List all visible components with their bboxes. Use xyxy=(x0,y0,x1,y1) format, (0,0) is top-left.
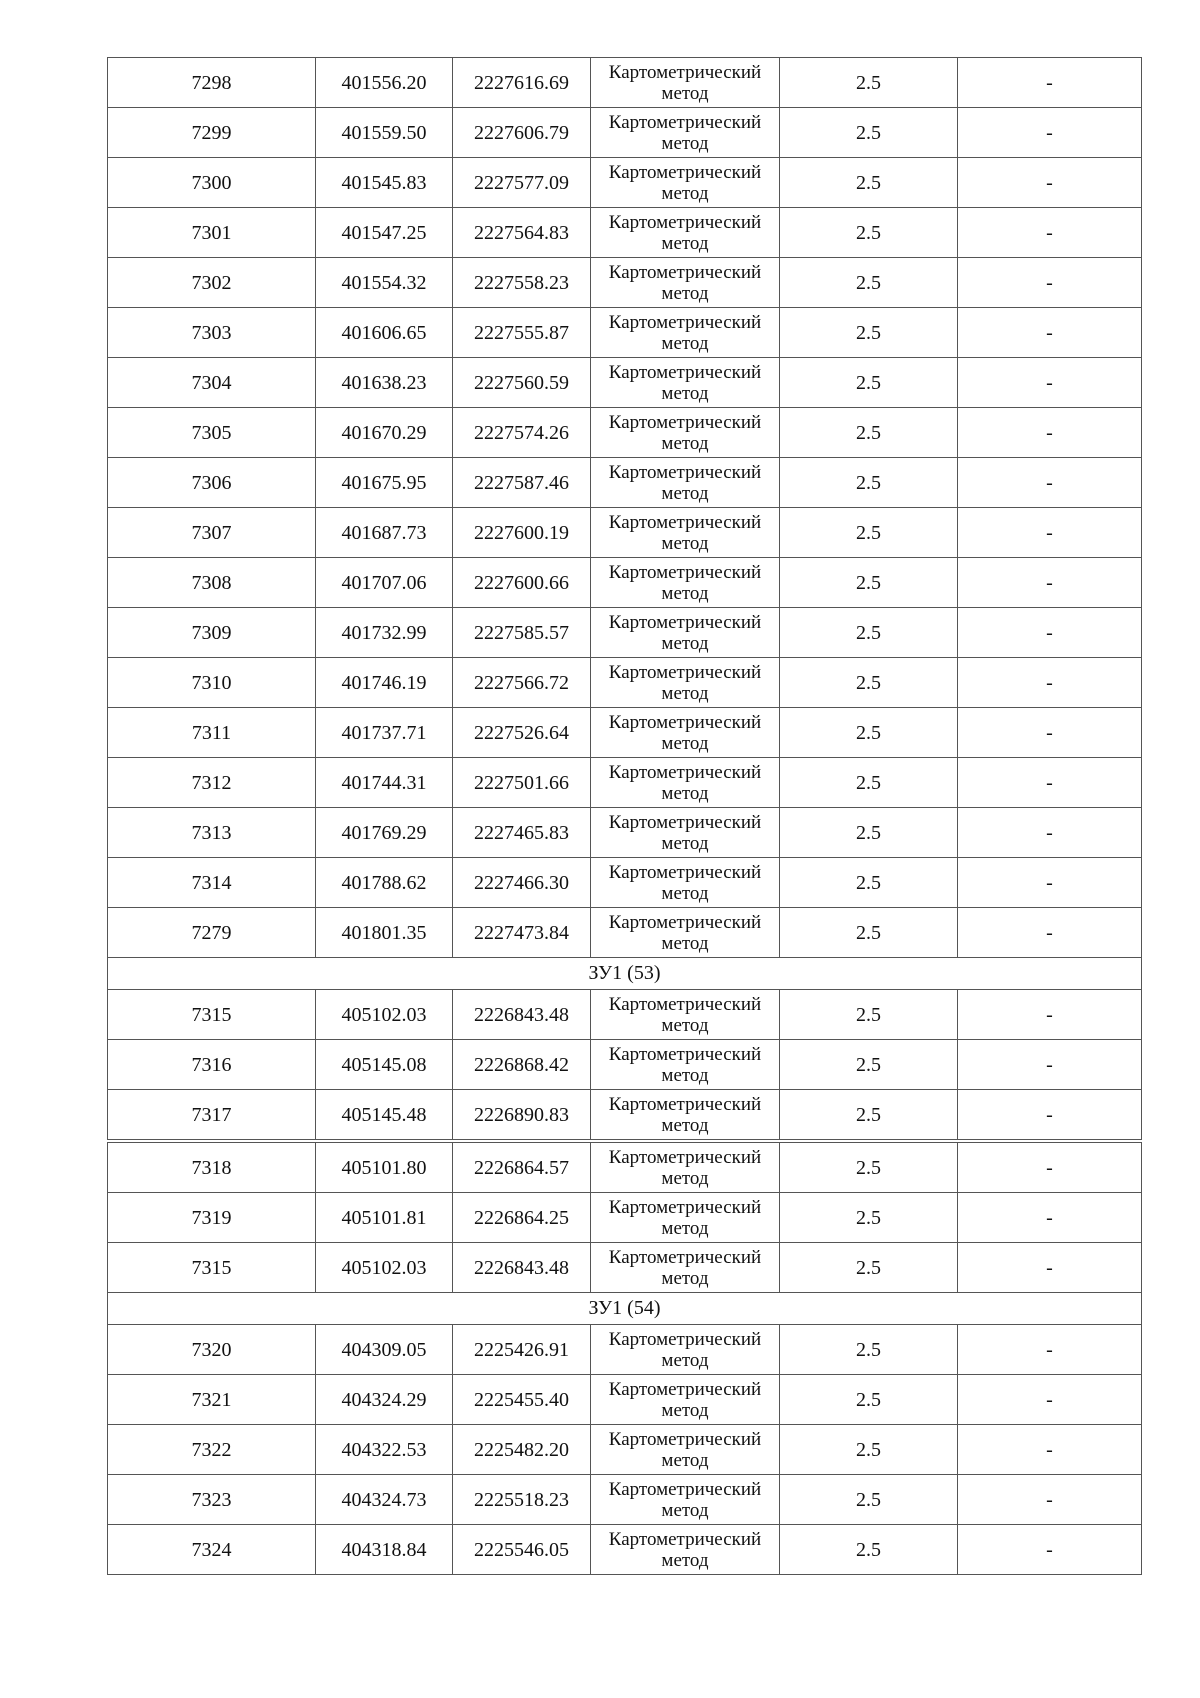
x-coordinate-cell: 405102.03 xyxy=(316,1243,453,1293)
description-cell: - xyxy=(958,758,1142,808)
y-coordinate-cell: 2226843.48 xyxy=(453,990,591,1040)
table-row xyxy=(108,658,1142,708)
description-cell: - xyxy=(958,1425,1142,1475)
x-coordinate-cell: 401638.23 xyxy=(316,358,453,408)
accuracy-cell: 2.5 xyxy=(780,308,958,358)
y-coordinate-cell: 2226864.57 xyxy=(453,1141,591,1193)
accuracy-cell: 2.5 xyxy=(780,1243,958,1293)
method-cell: Картометрический метод xyxy=(591,1141,780,1193)
accuracy-cell: 2.5 xyxy=(780,158,958,208)
y-coordinate-cell: 2226890.83 xyxy=(453,1090,591,1142)
accuracy-cell: 2.5 xyxy=(780,258,958,308)
point-number-cell: 7279 xyxy=(108,908,316,958)
y-coordinate-cell: 2225482.20 xyxy=(453,1425,591,1475)
x-coordinate-cell: 405101.81 xyxy=(316,1193,453,1243)
y-coordinate-cell: 2227466.30 xyxy=(453,858,591,908)
description-cell: - xyxy=(958,108,1142,158)
method-cell: Картометрический метод xyxy=(591,1525,780,1575)
table-row xyxy=(108,1090,1142,1142)
description-cell: - xyxy=(958,858,1142,908)
description-cell: - xyxy=(958,1375,1142,1425)
method-cell: Картометрический метод xyxy=(591,990,780,1040)
description-cell: - xyxy=(958,608,1142,658)
coordinates-table-body xyxy=(108,58,1142,1575)
table-row xyxy=(108,1375,1142,1425)
x-coordinate-cell: 404322.53 xyxy=(316,1425,453,1475)
y-coordinate-cell: 2226864.25 xyxy=(453,1193,591,1243)
x-coordinate-cell: 401801.35 xyxy=(316,908,453,958)
description-cell: - xyxy=(958,1243,1142,1293)
x-coordinate-cell: 405145.48 xyxy=(316,1090,453,1142)
description-cell: - xyxy=(958,1525,1142,1575)
description-cell: - xyxy=(958,808,1142,858)
accuracy-cell: 2.5 xyxy=(780,508,958,558)
method-cell: Картометрический метод xyxy=(591,808,780,858)
table-row xyxy=(108,1475,1142,1525)
table-row xyxy=(108,1141,1142,1193)
table-row xyxy=(108,1525,1142,1575)
x-coordinate-cell: 401559.50 xyxy=(316,108,453,158)
x-coordinate-cell: 401556.20 xyxy=(316,58,453,108)
point-number-cell: 7322 xyxy=(108,1425,316,1475)
y-coordinate-cell: 2227526.64 xyxy=(453,708,591,758)
method-cell: Картометрический метод xyxy=(591,108,780,158)
point-number-cell: 7317 xyxy=(108,1090,316,1142)
table-row xyxy=(108,808,1142,858)
point-number-cell: 7306 xyxy=(108,458,316,508)
y-coordinate-cell: 2227465.83 xyxy=(453,808,591,858)
description-cell: - xyxy=(958,358,1142,408)
point-number-cell: 7324 xyxy=(108,1525,316,1575)
description-cell: - xyxy=(958,1090,1142,1142)
section-title: ЗУ1 (54) xyxy=(108,1293,1142,1325)
table-row xyxy=(108,908,1142,958)
y-coordinate-cell: 2227564.83 xyxy=(453,208,591,258)
table-row xyxy=(108,558,1142,608)
x-coordinate-cell: 401746.19 xyxy=(316,658,453,708)
x-coordinate-cell: 401707.06 xyxy=(316,558,453,608)
description-cell: - xyxy=(958,258,1142,308)
accuracy-cell: 2.5 xyxy=(780,1193,958,1243)
y-coordinate-cell: 2227587.46 xyxy=(453,458,591,508)
x-coordinate-cell: 404324.29 xyxy=(316,1375,453,1425)
method-cell: Картометрический метод xyxy=(591,1425,780,1475)
accuracy-cell: 2.5 xyxy=(780,1325,958,1375)
method-cell: Картометрический метод xyxy=(591,658,780,708)
y-coordinate-cell: 2227566.72 xyxy=(453,658,591,708)
accuracy-cell: 2.5 xyxy=(780,208,958,258)
table-row xyxy=(108,58,1142,108)
method-cell: Картометрический метод xyxy=(591,1243,780,1293)
y-coordinate-cell: 2225426.91 xyxy=(453,1325,591,1375)
method-cell: Картометрический метод xyxy=(591,1375,780,1425)
point-number-cell: 7298 xyxy=(108,58,316,108)
point-number-cell: 7299 xyxy=(108,108,316,158)
description-cell: - xyxy=(958,308,1142,358)
description-cell: - xyxy=(958,708,1142,758)
x-coordinate-cell: 401732.99 xyxy=(316,608,453,658)
accuracy-cell: 2.5 xyxy=(780,1141,958,1193)
method-cell: Картометрический метод xyxy=(591,458,780,508)
table-row xyxy=(108,258,1142,308)
x-coordinate-cell: 404309.05 xyxy=(316,1325,453,1375)
description-cell: - xyxy=(958,158,1142,208)
table-row xyxy=(108,990,1142,1040)
accuracy-cell: 2.5 xyxy=(780,558,958,608)
x-coordinate-cell: 401554.32 xyxy=(316,258,453,308)
coordinates-table xyxy=(107,57,1142,1575)
description-cell: - xyxy=(958,408,1142,458)
accuracy-cell: 2.5 xyxy=(780,458,958,508)
accuracy-cell: 2.5 xyxy=(780,108,958,158)
accuracy-cell: 2.5 xyxy=(780,608,958,658)
point-number-cell: 7302 xyxy=(108,258,316,308)
method-cell: Картометрический метод xyxy=(591,358,780,408)
description-cell: - xyxy=(958,658,1142,708)
description-cell: - xyxy=(958,1141,1142,1193)
point-number-cell: 7310 xyxy=(108,658,316,708)
accuracy-cell: 2.5 xyxy=(780,990,958,1040)
point-number-cell: 7308 xyxy=(108,558,316,608)
y-coordinate-cell: 2227600.19 xyxy=(453,508,591,558)
table-row xyxy=(108,1243,1142,1293)
x-coordinate-cell: 401545.83 xyxy=(316,158,453,208)
table-row xyxy=(108,1425,1142,1475)
method-cell: Картометрический метод xyxy=(591,708,780,758)
x-coordinate-cell: 401788.62 xyxy=(316,858,453,908)
y-coordinate-cell: 2227558.23 xyxy=(453,258,591,308)
point-number-cell: 7305 xyxy=(108,408,316,458)
y-coordinate-cell: 2227600.66 xyxy=(453,558,591,608)
method-cell: Картометрический метод xyxy=(591,208,780,258)
x-coordinate-cell: 405145.08 xyxy=(316,1040,453,1090)
method-cell: Картометрический метод xyxy=(591,858,780,908)
description-cell: - xyxy=(958,908,1142,958)
description-cell: - xyxy=(958,1325,1142,1375)
table-row xyxy=(108,408,1142,458)
accuracy-cell: 2.5 xyxy=(780,1040,958,1090)
x-coordinate-cell: 405102.03 xyxy=(316,990,453,1040)
point-number-cell: 7321 xyxy=(108,1375,316,1425)
table-row xyxy=(108,308,1142,358)
y-coordinate-cell: 2227577.09 xyxy=(453,158,591,208)
table-row xyxy=(108,858,1142,908)
description-cell: - xyxy=(958,990,1142,1040)
method-cell: Картометрический метод xyxy=(591,1040,780,1090)
description-cell: - xyxy=(958,508,1142,558)
accuracy-cell: 2.5 xyxy=(780,1425,958,1475)
x-coordinate-cell: 401737.71 xyxy=(316,708,453,758)
method-cell: Картометрический метод xyxy=(591,408,780,458)
method-cell: Картометрический метод xyxy=(591,58,780,108)
table-row xyxy=(108,108,1142,158)
section-header-row xyxy=(108,1293,1142,1325)
point-number-cell: 7315 xyxy=(108,1243,316,1293)
point-number-cell: 7323 xyxy=(108,1475,316,1525)
table-row xyxy=(108,508,1142,558)
x-coordinate-cell: 401769.29 xyxy=(316,808,453,858)
point-number-cell: 7312 xyxy=(108,758,316,808)
y-coordinate-cell: 2227574.26 xyxy=(453,408,591,458)
description-cell: - xyxy=(958,1475,1142,1525)
table-row xyxy=(108,1040,1142,1090)
description-cell: - xyxy=(958,58,1142,108)
y-coordinate-cell: 2225455.40 xyxy=(453,1375,591,1425)
table-row xyxy=(108,1325,1142,1375)
x-coordinate-cell: 401687.73 xyxy=(316,508,453,558)
accuracy-cell: 2.5 xyxy=(780,708,958,758)
method-cell: Картометрический метод xyxy=(591,1325,780,1375)
method-cell: Картометрический метод xyxy=(591,258,780,308)
x-coordinate-cell: 404324.73 xyxy=(316,1475,453,1525)
accuracy-cell: 2.5 xyxy=(780,408,958,458)
method-cell: Картометрический метод xyxy=(591,758,780,808)
point-number-cell: 7309 xyxy=(108,608,316,658)
accuracy-cell: 2.5 xyxy=(780,808,958,858)
point-number-cell: 7320 xyxy=(108,1325,316,1375)
point-number-cell: 7304 xyxy=(108,358,316,408)
section-title: ЗУ1 (53) xyxy=(108,958,1142,990)
table-row xyxy=(108,608,1142,658)
point-number-cell: 7301 xyxy=(108,208,316,258)
x-coordinate-cell: 405101.80 xyxy=(316,1141,453,1193)
accuracy-cell: 2.5 xyxy=(780,908,958,958)
y-coordinate-cell: 2227473.84 xyxy=(453,908,591,958)
table-row xyxy=(108,758,1142,808)
table-row xyxy=(108,708,1142,758)
accuracy-cell: 2.5 xyxy=(780,758,958,808)
method-cell: Картометрический метод xyxy=(591,508,780,558)
table-row xyxy=(108,458,1142,508)
coordinates-sheet xyxy=(107,57,1141,1575)
y-coordinate-cell: 2227555.87 xyxy=(453,308,591,358)
method-cell: Картометрический метод xyxy=(591,1193,780,1243)
x-coordinate-cell: 401670.29 xyxy=(316,408,453,458)
description-cell: - xyxy=(958,208,1142,258)
section-header-row xyxy=(108,958,1142,990)
point-number-cell: 7300 xyxy=(108,158,316,208)
accuracy-cell: 2.5 xyxy=(780,58,958,108)
method-cell: Картометрический метод xyxy=(591,608,780,658)
point-number-cell: 7315 xyxy=(108,990,316,1040)
point-number-cell: 7314 xyxy=(108,858,316,908)
method-cell: Картометрический метод xyxy=(591,308,780,358)
method-cell: Картометрический метод xyxy=(591,558,780,608)
table-row xyxy=(108,358,1142,408)
y-coordinate-cell: 2225518.23 xyxy=(453,1475,591,1525)
y-coordinate-cell: 2227606.79 xyxy=(453,108,591,158)
x-coordinate-cell: 401675.95 xyxy=(316,458,453,508)
table-row xyxy=(108,208,1142,258)
y-coordinate-cell: 2227501.66 xyxy=(453,758,591,808)
point-number-cell: 7303 xyxy=(108,308,316,358)
point-number-cell: 7311 xyxy=(108,708,316,758)
point-number-cell: 7307 xyxy=(108,508,316,558)
accuracy-cell: 2.5 xyxy=(780,658,958,708)
y-coordinate-cell: 2226868.42 xyxy=(453,1040,591,1090)
accuracy-cell: 2.5 xyxy=(780,358,958,408)
description-cell: - xyxy=(958,558,1142,608)
method-cell: Картометрический метод xyxy=(591,1090,780,1142)
x-coordinate-cell: 401547.25 xyxy=(316,208,453,258)
accuracy-cell: 2.5 xyxy=(780,1475,958,1525)
method-cell: Картометрический метод xyxy=(591,908,780,958)
x-coordinate-cell: 401606.65 xyxy=(316,308,453,358)
x-coordinate-cell: 404318.84 xyxy=(316,1525,453,1575)
accuracy-cell: 2.5 xyxy=(780,1525,958,1575)
table-row xyxy=(108,1193,1142,1243)
y-coordinate-cell: 2227585.57 xyxy=(453,608,591,658)
description-cell: - xyxy=(958,1040,1142,1090)
point-number-cell: 7318 xyxy=(108,1141,316,1193)
accuracy-cell: 2.5 xyxy=(780,858,958,908)
point-number-cell: 7319 xyxy=(108,1193,316,1243)
point-number-cell: 7313 xyxy=(108,808,316,858)
y-coordinate-cell: 2227560.59 xyxy=(453,358,591,408)
point-number-cell: 7316 xyxy=(108,1040,316,1090)
method-cell: Картометрический метод xyxy=(591,158,780,208)
description-cell: - xyxy=(958,458,1142,508)
accuracy-cell: 2.5 xyxy=(780,1375,958,1425)
y-coordinate-cell: 2226843.48 xyxy=(453,1243,591,1293)
y-coordinate-cell: 2227616.69 xyxy=(453,58,591,108)
table-row xyxy=(108,158,1142,208)
description-cell: - xyxy=(958,1193,1142,1243)
y-coordinate-cell: 2225546.05 xyxy=(453,1525,591,1575)
accuracy-cell: 2.5 xyxy=(780,1090,958,1142)
method-cell: Картометрический метод xyxy=(591,1475,780,1525)
x-coordinate-cell: 401744.31 xyxy=(316,758,453,808)
